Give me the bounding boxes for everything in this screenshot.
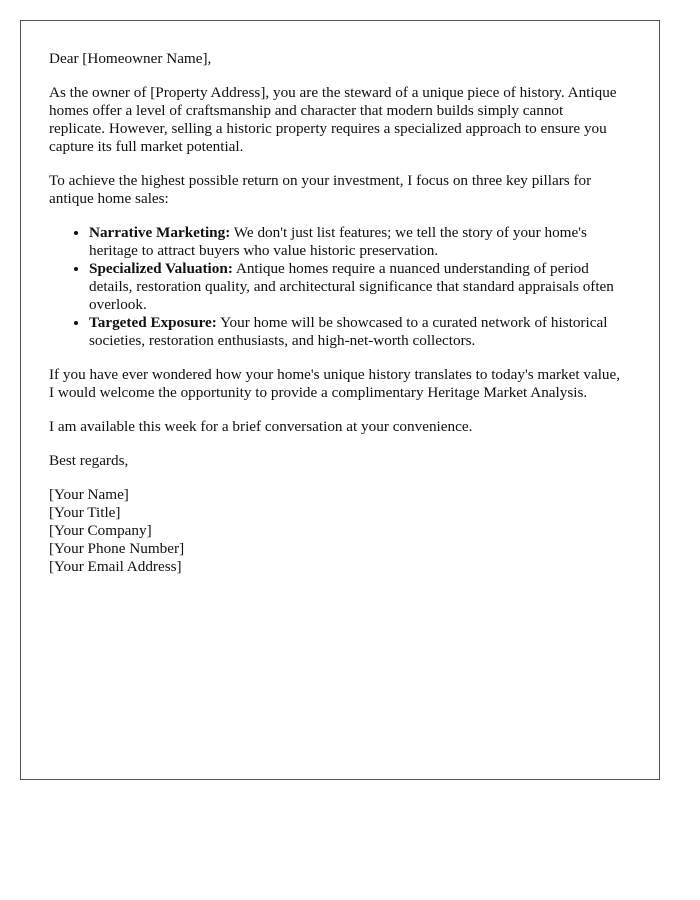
pillar-title: Specialized Valuation: — [89, 260, 233, 277]
pillar-narrative-marketing — [89, 224, 621, 260]
pillar-title: Targeted Exposure: — [89, 314, 217, 331]
availability-paragraph: I am available this week for a brief conversation at your convenience. — [49, 418, 473, 435]
pillar-text: Antique homes require a nuanced understanding of period details, restoration quality, and architectural significance that standard appraisals often overlook. — [89, 260, 614, 313]
letter-page — [20, 20, 660, 780]
pillar-specialized-valuation — [89, 260, 621, 314]
pillar-title: Narrative Marketing: — [89, 224, 231, 241]
signature-email: [Your Email Address] — [49, 558, 182, 575]
pillar-targeted-exposure — [89, 314, 621, 350]
closing: Best regards, — [49, 452, 129, 469]
signature-phone: [Your Phone Number] — [49, 540, 185, 557]
pillars-list — [49, 224, 621, 350]
signature-name: [Your Name] — [49, 486, 129, 503]
pillar-text: Your home will be showcased to a curated network of historical societies, restoration enthusiasts, and high-net-worth collectors. — [89, 314, 608, 349]
pillars-intro-paragraph: To achieve the highest possible return on your investment, I focus on three key pillars for antique home sales: — [49, 172, 592, 207]
salutation: Dear [Homeowner Name], — [49, 50, 212, 67]
market-analysis-paragraph: If you have ever wondered how your home's unique history translates to today's market value, I would welcome the opportunity to provide a complimentary Heritage Market Analysis. — [49, 366, 621, 401]
signature-title: [Your Title] — [49, 504, 121, 521]
signature-company: [Your Company] — [49, 522, 152, 539]
letter-body — [49, 50, 621, 576]
intro-paragraph: As the owner of [Property Address], you are the steward of a unique piece of history. Antique homes offer a level of craftsmanship and character that modern builds simply cannot replicate. However, selling a historic property requires a specialized approach to ensure you capture its full market potential. — [49, 84, 617, 155]
signature-block — [49, 486, 621, 576]
pillar-text: We don't just list features; we tell the story of your home's heritage to attract buyers who value historic preservation. — [89, 224, 587, 259]
